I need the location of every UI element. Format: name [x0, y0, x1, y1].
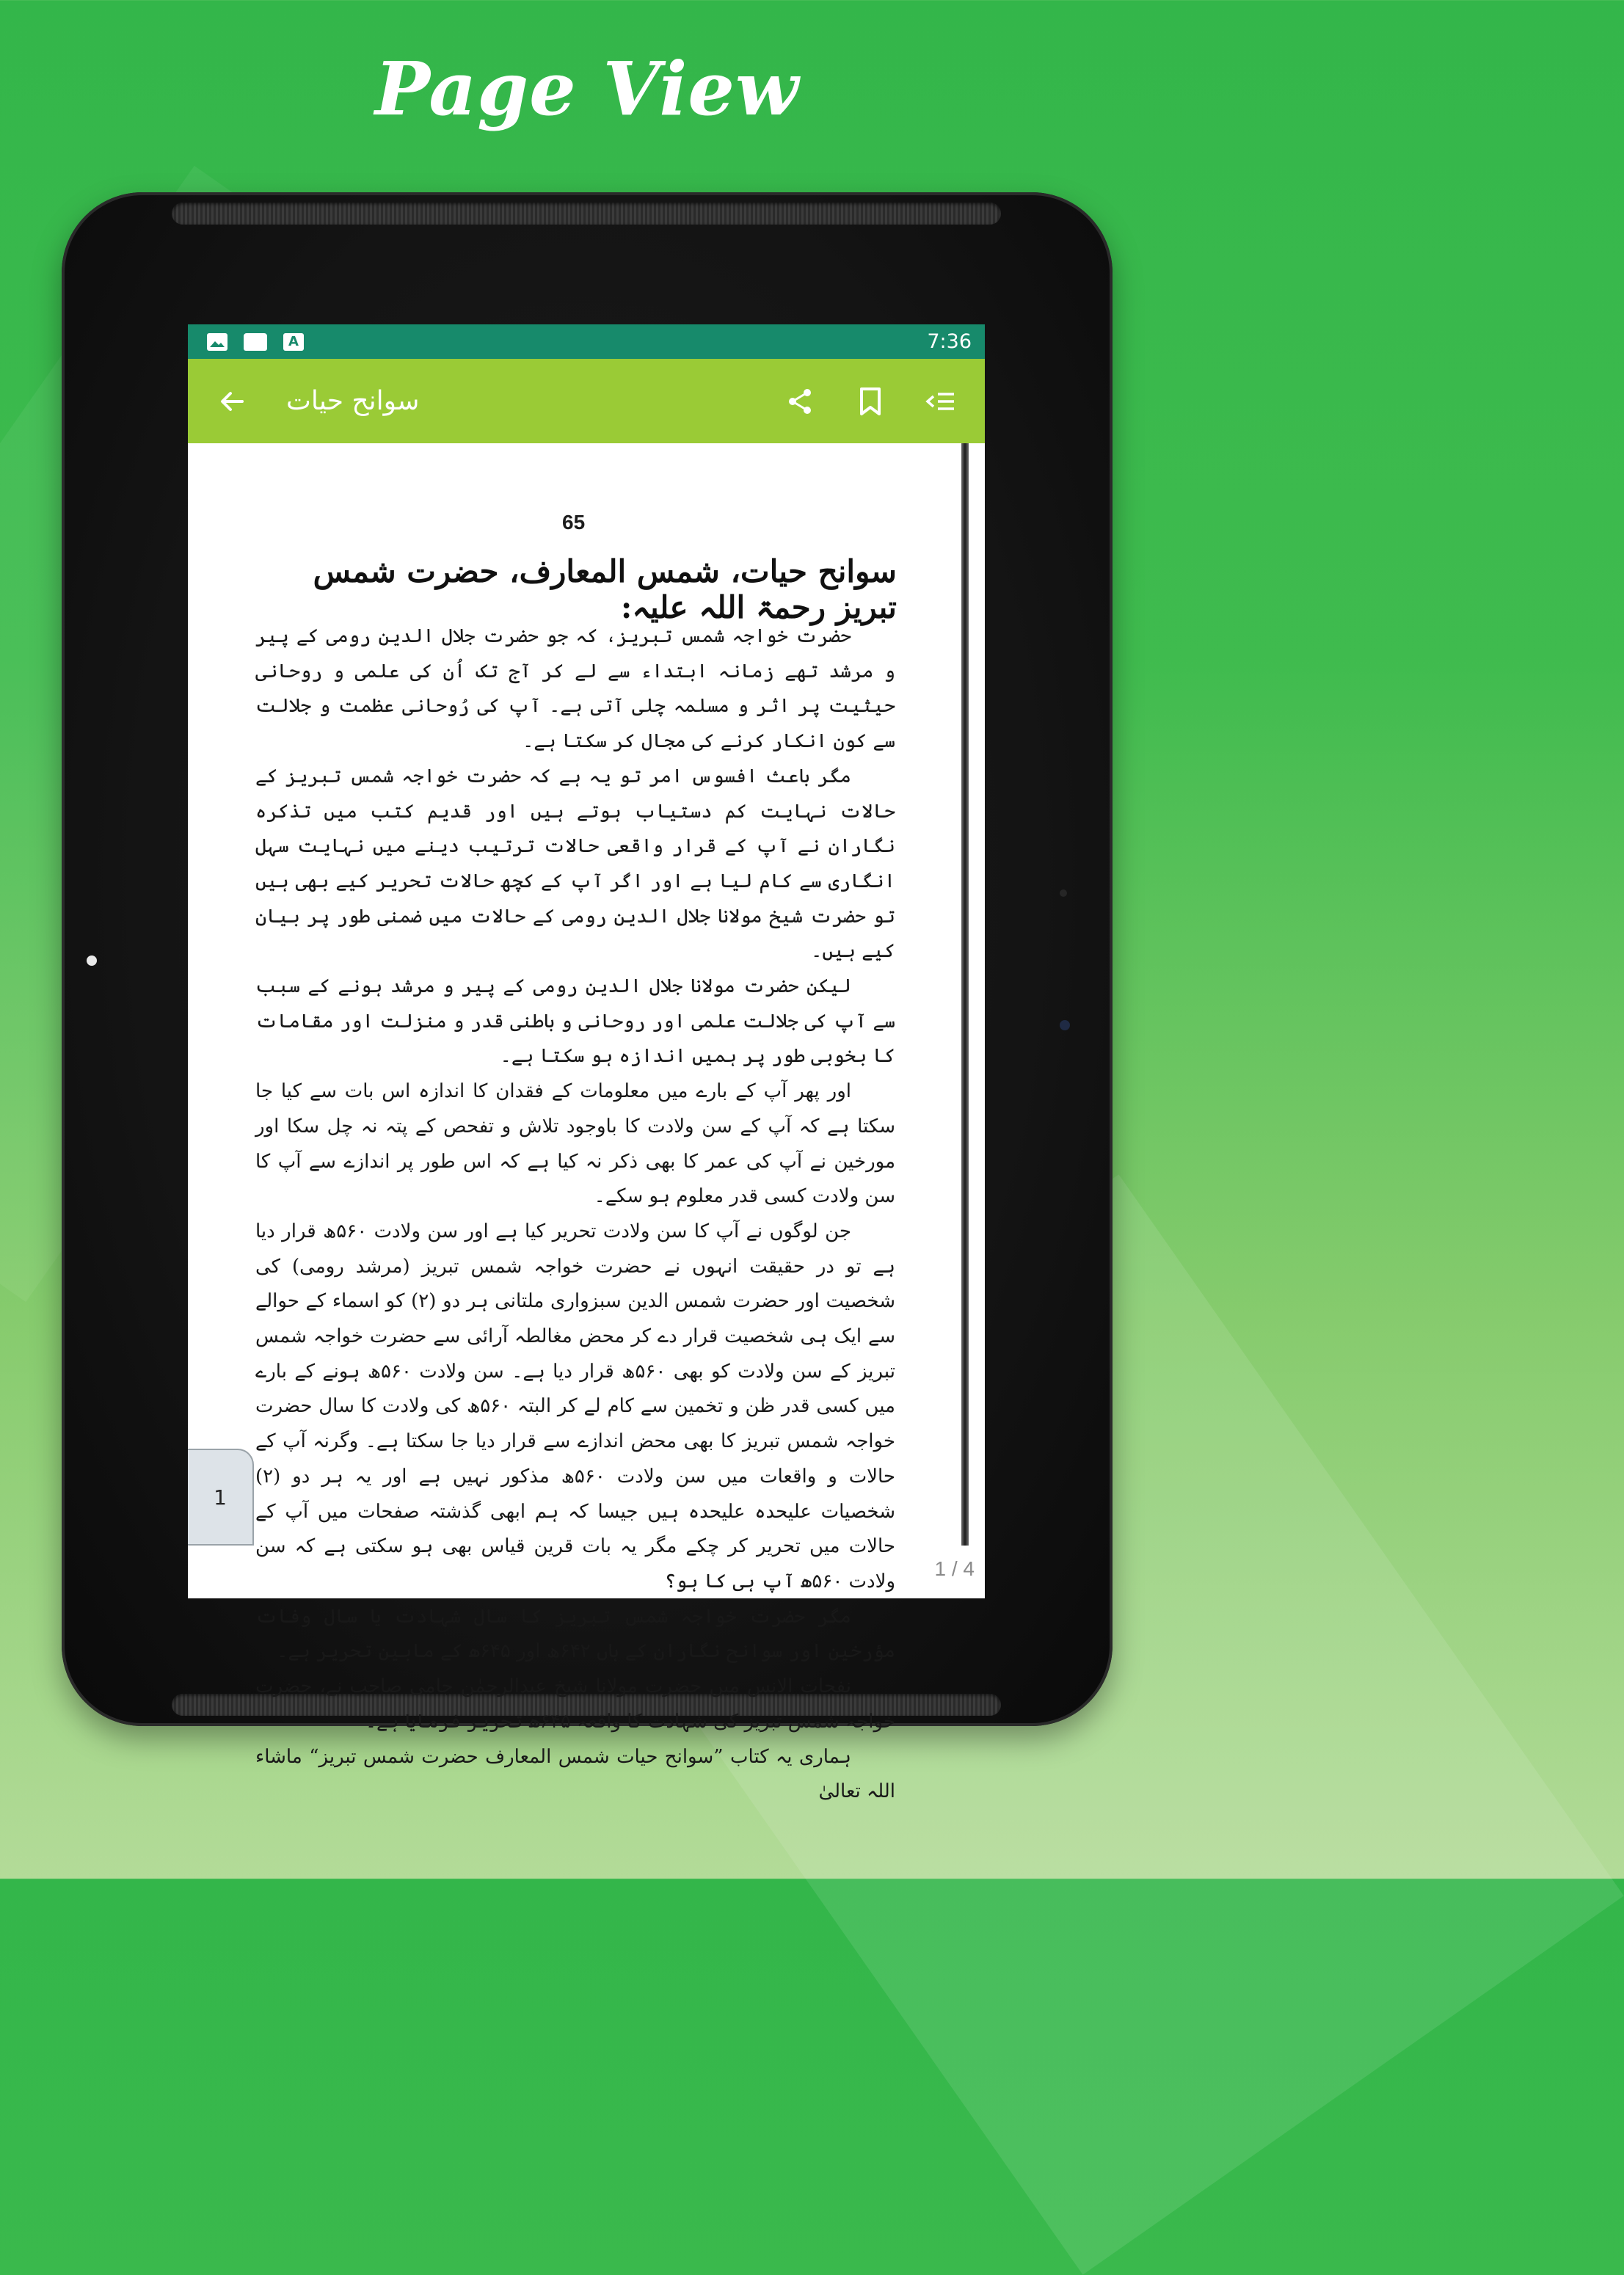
page-jump-button[interactable]: 1 [188, 1449, 254, 1546]
app-bar [188, 359, 985, 443]
folder-icon [244, 333, 267, 351]
front-camera [1060, 1020, 1070, 1030]
speaker-grille-top [172, 203, 1001, 225]
bookmark-icon[interactable] [854, 385, 886, 418]
document-page-number: 65 [562, 511, 586, 534]
document-paragraph: نفحات الانس میں حضرت مولانا شیخ عبدالرحمٰن جامی صاحب نے، حضرت خواجہ شمس تبریز کی شہادت کا واقعہ ۶۴۵ھ تحریر فرمایا ہے۔ [255, 1675, 895, 1733]
share-icon[interactable] [784, 385, 816, 418]
document-page[interactable] [188, 443, 985, 1803]
document-paragraph: مگر باعث افسوس امر تو یہ ہے کہ حضرت خواجہ شمس تبریز کے حالات نہایت کم دستیاب ہوتے ہیں اور قدیم کتب میں تذکرہ نگاران نے آپ کے قرار واقعی حالات ترتیب دینے میں نہایت سہل انگاری سے کام لیا ہے اور اگر آپ کے کچھ حالات تحریر کیے بھی ہیں تو حضرت شیخ مولانا جلال الدین رومی کے حالات میں ضمنی طور پر بیان کیے ہیں۔ [255, 765, 895, 963]
back-arrow-icon[interactable] [216, 385, 248, 418]
document-paragraph: حضرت خواجہ شمس تبریز، کہ جو حضرت جلال الدین رومی کے پیر و مرشد تھے زمانہ ابتداء سے لے کر آج تک اُن کی علمی و روحانی حیثیت پر اثر و مسلمہ چلی آتی ہے۔ آپ کی رُوحانی عظمت و جلالت سے کون انکار کرنے کی مجال کر سکتا ہے۔ [255, 625, 895, 753]
document-heading: سوانح حیات، شمس المعارف، حضرت شمس تبریز رحمۃ اللہ علیہ: [313, 553, 897, 625]
promo-headline: Page View [374, 46, 800, 132]
document-paragraph: ہماری یہ کتاب ”سوانح حیات شمس المعارف حضرت شمس تبریز“ ماشاء اللہ تعالیٰ [255, 1745, 895, 1803]
text-a-icon: A [283, 333, 304, 351]
document-paragraph: اور پھر آپ کے بارے میں معلومات کے فقدان کا اندازہ اس بات سے کیا جا سکتا ہے کہ آپ کے سن ولادت کا باوجود تلاش و تفحص کے پتہ نہ چل سکا اور مورخین نے آپ کی عمر کا بھی ذکر نہ کیا ہے کہ اس طور پر اندازے سے آپ کا سن ولادت کسی قدر معلوم ہو سکے۔ [255, 1080, 895, 1208]
toc-icon[interactable] [925, 385, 957, 418]
document-paragraph: مگر حضرت خواجہ شمس تبریز کا سال شہادت یا سال وفات مؤرخین اور سوانح نگاران کے ہاں ۶۴۲ھ اور ۶۴۵ھ کے مابین تحریر ہے۔ [255, 1605, 895, 1663]
document-paragraph: لیکن حضرت مولانا جلال الدین رومی کے پیر و مرشد ہونے کے سبب سے آپ کی جلالت علمی اور روحانی و باطنی قدر و منزلت اور مقامات کا بخوبی طور پر ہمیں اندازہ ہو سکتا ہے۔ [255, 975, 895, 1068]
page-indicator: 1 / 4 [934, 1557, 975, 1580]
status-icons [207, 333, 304, 351]
app-title: سوانح حیات [286, 386, 420, 416]
status-time: 7:36 [927, 330, 972, 353]
camera-dot [87, 956, 97, 966]
device-screen [188, 324, 985, 1803]
status-bar [188, 324, 985, 359]
sensor-dot [1060, 889, 1067, 897]
document-body [255, 619, 895, 1810]
page-edge [961, 443, 969, 1546]
image-icon [207, 333, 227, 351]
document-paragraph: جن لوگوں نے آپ کا سن ولادت تحریر کیا ہے اور سن ولادت ۵۶۰ھ قرار دیا ہے تو در حقیقت انہوں نے حضرت خواجہ شمس تبریز (مرشد رومی) کی شخصیت اور حضرت شمس الدین سبزواری ملتانی ہر دو (۲) کو اسماء کے حوالے سے ایک ہی شخصیت قرار دے کر محض مغالطہ آرائی سے حضرت خواجہ شمس تبریز کے سن ولادت کو بھی ۵۶۰ھ قرار دیا ہے۔ سن ولادت ۵۶۰ھ ہونے کے بارے میں کسی قدر ظن و تخمین سے کام لے کر البتہ ۵۶۰ھ کی ولادت کا سال حضرت خواجہ شمس تبریز کا بھی محض اندازے سے قرار دیا جا سکتا ہے۔ وگرنہ آپ کے حالات و واقعات میں سن ولادت ۵۶۰ھ مذکور نہیں ہے اور یہ ہر دو (۲) شخصیات علیحدہ علیحدہ ہیں جیسا کہ ہم ابھی گذشتہ صفحات میں آپ کے حالات میں تحریر کر چکے مگر یہ بات قرین قیاس بھی ہو سکتی ہے کہ سن ولادت ۵۶۰ھ آپ ہی کا ہو؟ [255, 1220, 896, 1592]
